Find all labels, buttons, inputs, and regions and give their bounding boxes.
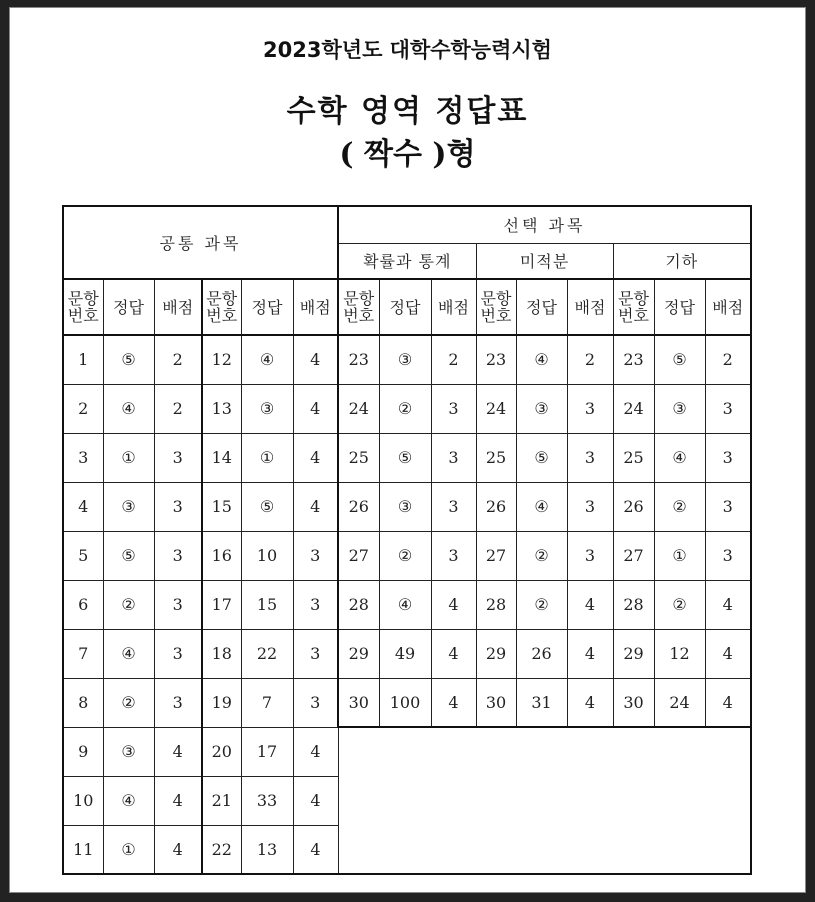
- table-row: [63, 384, 751, 433]
- probability-points: 3: [431, 482, 476, 531]
- table-row: [63, 629, 751, 678]
- probability-question-number: 25: [338, 433, 379, 482]
- common-answer: 13: [241, 825, 293, 874]
- empty-cell: [613, 825, 654, 874]
- calculus-answer: ④: [516, 335, 567, 384]
- empty-cell: [654, 727, 705, 776]
- geometry-answer: ④: [654, 433, 705, 482]
- probability-question-number: 27: [338, 531, 379, 580]
- calculus-points: 3: [567, 482, 613, 531]
- common-answer: 22: [241, 629, 293, 678]
- calculus-points: 3: [567, 384, 613, 433]
- common-question-number: 10: [63, 776, 103, 825]
- geometry-answer: ③: [654, 384, 705, 433]
- table-row: [63, 678, 751, 727]
- common-answer: ①: [103, 825, 154, 874]
- calculus-question-number: 24: [476, 384, 516, 433]
- calculus-points-header: 배점: [567, 279, 613, 335]
- common-answer: ⑤: [103, 335, 154, 384]
- table-row: [63, 727, 751, 776]
- probability-points: 3: [431, 433, 476, 482]
- geometry-question-number: 23: [613, 335, 654, 384]
- common-answer: ④: [103, 384, 154, 433]
- common-answer: ④: [103, 629, 154, 678]
- empty-cell: [654, 825, 705, 874]
- calculus-answer-header: 정답: [516, 279, 567, 335]
- probability-answer: ④: [379, 580, 431, 629]
- common-question-number: 1: [63, 335, 103, 384]
- common-points: 2: [154, 335, 202, 384]
- calculus-question-number: 29: [476, 629, 516, 678]
- common-answer: ③: [241, 384, 293, 433]
- geometry-question-number: 27: [613, 531, 654, 580]
- empty-cell: [476, 727, 516, 776]
- number-header-line1: 문항: [343, 289, 375, 308]
- form-type-title: ( 짝수 )형: [339, 137, 476, 172]
- geometry-question-number: 26: [613, 482, 654, 531]
- common-question-number: 4: [63, 482, 103, 531]
- number-header-line2: 번호: [343, 306, 375, 325]
- empty-cell: [338, 825, 379, 874]
- common-answer: ②: [103, 580, 154, 629]
- common-question-number: 21: [202, 776, 241, 825]
- geometry-answer: ①: [654, 531, 705, 580]
- empty-cell: [567, 727, 613, 776]
- number-header-line2: 번호: [67, 306, 99, 325]
- empty-cell: [613, 776, 654, 825]
- geometry-answer: 12: [654, 629, 705, 678]
- number-header-line1: 문항: [480, 289, 512, 308]
- geometry-answer: 24: [654, 678, 705, 727]
- probability-question-number: 28: [338, 580, 379, 629]
- empty-cell: [516, 776, 567, 825]
- answer-key-table: [62, 205, 752, 875]
- probability-points: 2: [431, 335, 476, 384]
- common-answer: ②: [103, 678, 154, 727]
- common-left-points-header: 배점: [154, 279, 202, 335]
- empty-cell: [705, 776, 751, 825]
- empty-cell: [613, 727, 654, 776]
- common-subject-header: 공통 과목: [63, 206, 338, 279]
- probability-answer: ⑤: [379, 433, 431, 482]
- common-right-points-header: 배점: [293, 279, 338, 335]
- empty-cell: [476, 825, 516, 874]
- common-points: 4: [293, 727, 338, 776]
- common-question-number: 16: [202, 531, 241, 580]
- probability-points: 4: [431, 629, 476, 678]
- table-row: [63, 482, 751, 531]
- empty-cell: [516, 727, 567, 776]
- table-row: [63, 776, 751, 825]
- empty-cell: [338, 727, 379, 776]
- probability-answer-header: 정답: [379, 279, 431, 335]
- common-points: 3: [293, 629, 338, 678]
- calculus-points: 3: [567, 433, 613, 482]
- common-answer: ①: [241, 433, 293, 482]
- calculus-question-number: 27: [476, 531, 516, 580]
- empty-cell: [379, 776, 431, 825]
- common-question-number: 8: [63, 678, 103, 727]
- empty-cell: [379, 727, 431, 776]
- probability-answer: 100: [379, 678, 431, 727]
- number-header-line2: 번호: [480, 306, 512, 325]
- common-points: 4: [293, 825, 338, 874]
- geometry-points: 4: [705, 629, 751, 678]
- calculus-answer: ④: [516, 482, 567, 531]
- exam-title: 2023학년도 대학수학능력시험: [263, 38, 552, 62]
- common-answer: 15: [241, 580, 293, 629]
- number-header-line2: 번호: [618, 306, 649, 325]
- geometry-points: 3: [705, 384, 751, 433]
- common-answer: 17: [241, 727, 293, 776]
- geometry-question-number: 24: [613, 384, 654, 433]
- common-points: 3: [154, 482, 202, 531]
- calculus-points: 3: [567, 531, 613, 580]
- common-points: 3: [154, 580, 202, 629]
- geometry-answer: ⑤: [654, 335, 705, 384]
- common-right-answer-header: 정답: [241, 279, 293, 335]
- common-answer: 33: [241, 776, 293, 825]
- common-question-number: 9: [63, 727, 103, 776]
- common-question-number: 3: [63, 433, 103, 482]
- common-points: 4: [293, 335, 338, 384]
- empty-cell: [654, 776, 705, 825]
- common-right-number-header: [202, 279, 241, 335]
- calculus-answer: ②: [516, 580, 567, 629]
- number-header-line1: 문항: [67, 289, 99, 308]
- calculus-answer: 31: [516, 678, 567, 727]
- common-answer: ⑤: [103, 531, 154, 580]
- common-answer: ⑤: [241, 482, 293, 531]
- common-answer: 7: [241, 678, 293, 727]
- common-points: 3: [293, 580, 338, 629]
- empty-cell: [567, 825, 613, 874]
- probability-answer: ②: [379, 531, 431, 580]
- elective-geometry-header: 기하: [613, 243, 751, 279]
- common-answer: ④: [103, 776, 154, 825]
- common-question-number: 11: [63, 825, 103, 874]
- geometry-question-number: 29: [613, 629, 654, 678]
- common-points: 4: [154, 776, 202, 825]
- probability-answer: ③: [379, 482, 431, 531]
- empty-cell: [431, 727, 476, 776]
- empty-cell: [431, 776, 476, 825]
- elective-subject-header: 선택 과목: [338, 206, 751, 243]
- common-points: 3: [293, 531, 338, 580]
- empty-cell: [705, 825, 751, 874]
- geometry-points: 3: [705, 531, 751, 580]
- calculus-answer: ②: [516, 531, 567, 580]
- geometry-points: 4: [705, 678, 751, 727]
- common-answer: ③: [103, 482, 154, 531]
- number-header-line2: 번호: [206, 306, 238, 325]
- table-row: [63, 433, 751, 482]
- common-question-number: 5: [63, 531, 103, 580]
- elective-probability-header: 확률과 통계: [338, 243, 476, 279]
- probability-question-number: 23: [338, 335, 379, 384]
- common-points: 2: [154, 384, 202, 433]
- geometry-points: 3: [705, 482, 751, 531]
- common-points: 3: [154, 433, 202, 482]
- probability-points: 4: [431, 678, 476, 727]
- calculus-points: 4: [567, 580, 613, 629]
- calculus-question-number: 23: [476, 335, 516, 384]
- calculus-answer: ③: [516, 384, 567, 433]
- probability-question-number: 26: [338, 482, 379, 531]
- common-question-number: 20: [202, 727, 241, 776]
- geometry-answer: ②: [654, 580, 705, 629]
- table-row: [63, 580, 751, 629]
- probability-question-number: 29: [338, 629, 379, 678]
- calculus-question-number: 25: [476, 433, 516, 482]
- geometry-number-header: [613, 279, 654, 335]
- probability-answer: ③: [379, 335, 431, 384]
- empty-cell: [338, 776, 379, 825]
- calculus-number-header: [476, 279, 516, 335]
- common-points: 3: [293, 678, 338, 727]
- common-left-number-header: [63, 279, 103, 335]
- probability-points: 3: [431, 384, 476, 433]
- calculus-question-number: 28: [476, 580, 516, 629]
- subject-title: 수학 영역 정답표: [286, 94, 529, 129]
- common-left-answer-header: 정답: [103, 279, 154, 335]
- empty-cell: [431, 825, 476, 874]
- geometry-points: 4: [705, 580, 751, 629]
- common-question-number: 6: [63, 580, 103, 629]
- common-question-number: 17: [202, 580, 241, 629]
- geometry-points: 3: [705, 433, 751, 482]
- calculus-question-number: 30: [476, 678, 516, 727]
- common-question-number: 13: [202, 384, 241, 433]
- common-points: 3: [154, 531, 202, 580]
- probability-answer: 49: [379, 629, 431, 678]
- calculus-points: 4: [567, 678, 613, 727]
- geometry-answer: ②: [654, 482, 705, 531]
- common-question-number: 7: [63, 629, 103, 678]
- common-question-number: 22: [202, 825, 241, 874]
- common-question-number: 2: [63, 384, 103, 433]
- common-answer: ④: [241, 335, 293, 384]
- number-header-line1: 문항: [206, 289, 238, 308]
- empty-cell: [567, 776, 613, 825]
- common-answer: ①: [103, 433, 154, 482]
- geometry-question-number: 30: [613, 678, 654, 727]
- common-points: 3: [154, 629, 202, 678]
- common-points: 4: [293, 384, 338, 433]
- table-row: [63, 825, 751, 874]
- probability-points: 4: [431, 580, 476, 629]
- probability-answer: ②: [379, 384, 431, 433]
- probability-number-header: [338, 279, 379, 335]
- common-points: 4: [293, 482, 338, 531]
- probability-question-number: 30: [338, 678, 379, 727]
- number-header-line1: 문항: [618, 289, 649, 308]
- common-points: 3: [154, 678, 202, 727]
- table-row: [63, 531, 751, 580]
- common-points: 4: [293, 433, 338, 482]
- geometry-question-number: 28: [613, 580, 654, 629]
- empty-cell: [705, 727, 751, 776]
- calculus-answer: ⑤: [516, 433, 567, 482]
- empty-cell: [476, 776, 516, 825]
- column-header-row: [63, 279, 751, 335]
- calculus-points: 2: [567, 335, 613, 384]
- common-question-number: 14: [202, 433, 241, 482]
- common-question-number: 19: [202, 678, 241, 727]
- geometry-answer-header: 정답: [654, 279, 705, 335]
- common-question-number: 12: [202, 335, 241, 384]
- calculus-question-number: 26: [476, 482, 516, 531]
- empty-cell: [379, 825, 431, 874]
- common-question-number: 15: [202, 482, 241, 531]
- elective-calculus-header: 미적분: [476, 243, 613, 279]
- geometry-points-header: 배점: [705, 279, 751, 335]
- calculus-answer: 26: [516, 629, 567, 678]
- empty-cell: [516, 825, 567, 874]
- common-question-number: 18: [202, 629, 241, 678]
- common-points: 4: [154, 825, 202, 874]
- probability-question-number: 24: [338, 384, 379, 433]
- geometry-points: 2: [705, 335, 751, 384]
- common-answer: 10: [241, 531, 293, 580]
- probability-points-header: 배점: [431, 279, 476, 335]
- common-points: 4: [293, 776, 338, 825]
- calculus-points: 4: [567, 629, 613, 678]
- geometry-question-number: 25: [613, 433, 654, 482]
- table-row: [63, 335, 751, 384]
- common-points: 4: [154, 727, 202, 776]
- common-answer: ③: [103, 727, 154, 776]
- probability-points: 3: [431, 531, 476, 580]
